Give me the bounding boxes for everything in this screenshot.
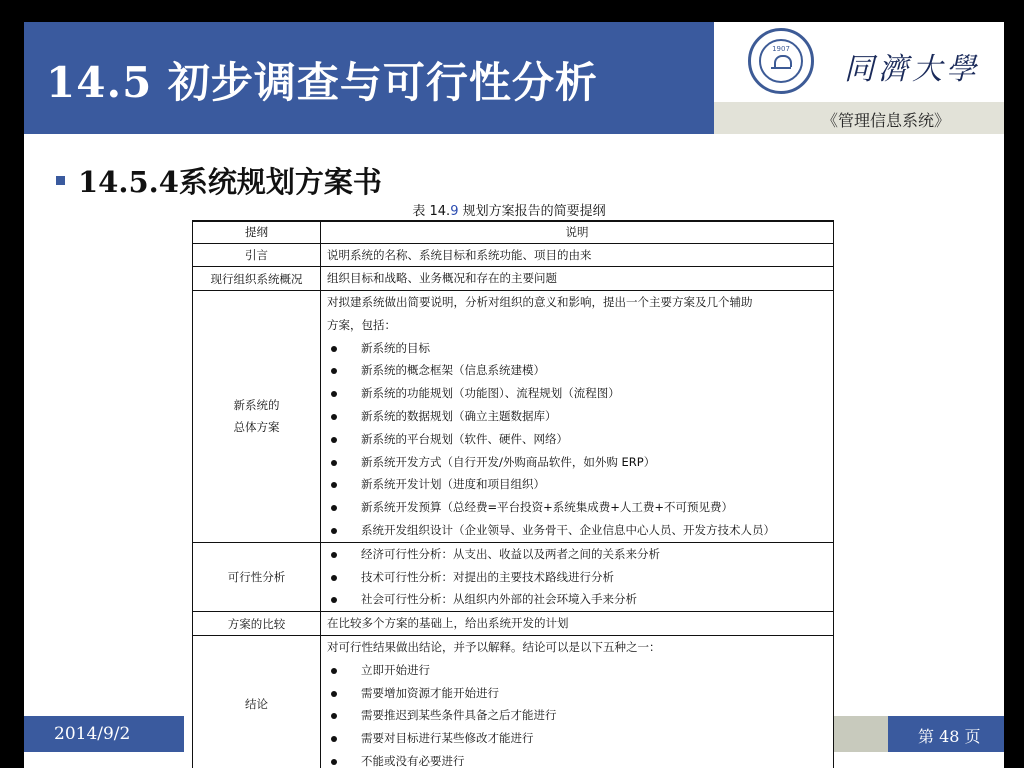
description-line bbox=[327, 244, 827, 267]
row-description bbox=[321, 542, 834, 611]
bullet-dot-icon bbox=[331, 552, 337, 558]
bullet-dot-icon bbox=[331, 668, 337, 674]
bullet-item-text: 不能或没有必要进行 bbox=[361, 754, 465, 768]
bullet-item-text: 新系统的数据规划（确立主题数据库） bbox=[361, 409, 557, 424]
logo-area bbox=[714, 22, 1004, 102]
row-label bbox=[193, 291, 321, 543]
bullet-item-text: 需要增加资源才能开始进行 bbox=[361, 685, 499, 700]
row-description bbox=[321, 267, 834, 291]
seal-year: 1907 bbox=[772, 45, 790, 53]
university-name: 同濟大學 bbox=[844, 52, 980, 87]
bullet-item bbox=[327, 704, 827, 727]
page-number: 第 48 页 bbox=[918, 727, 981, 746]
bullet-item-text: 技术可行性分析：对提出的主要技术路线进行分析 bbox=[361, 569, 614, 584]
bullet-item bbox=[327, 428, 827, 451]
bullet-item-text: 新系统的平台规划（软件、硬件、网络） bbox=[361, 431, 568, 446]
table-row bbox=[193, 542, 834, 611]
intro-line-text: 方案，包括： bbox=[327, 317, 396, 332]
table-row bbox=[193, 267, 834, 291]
bullet-item-text: 新系统的功能规划（功能图）、流程规划（流程图） bbox=[361, 386, 620, 401]
description-line-text: 说明系统的名称、系统目标和系统功能、项目的由来 bbox=[327, 247, 592, 262]
bullet-item-text: 新系统的目标 bbox=[361, 340, 430, 355]
bullet-dot-icon bbox=[331, 691, 337, 697]
row-label: 结论 bbox=[193, 636, 321, 768]
row-description bbox=[321, 243, 834, 267]
bullet-dot-icon bbox=[331, 597, 337, 603]
row-description bbox=[321, 636, 834, 768]
caption-number: 9 bbox=[450, 204, 459, 219]
section-bullet-icon bbox=[56, 176, 65, 185]
table-row bbox=[193, 636, 834, 768]
bullet-item-text: 立即开始进行 bbox=[361, 662, 430, 677]
bullet-item bbox=[327, 750, 827, 768]
bullet-item-text: 需要对目标进行某些修改才能进行 bbox=[361, 731, 534, 746]
intro-line bbox=[327, 636, 827, 659]
bullet-item-text: 社会可行性分析：从组织内外部的社会环境入手来分析 bbox=[361, 592, 637, 607]
caption-prefix: 表 14. bbox=[412, 204, 451, 219]
bullet-dot-icon bbox=[331, 391, 337, 397]
bullet-item bbox=[327, 496, 827, 519]
course-name: 《管理信息系统》 bbox=[821, 111, 950, 130]
bullet-item bbox=[327, 519, 827, 542]
intro-line-text: 对可行性结果做出结论，并予以解释。结论可以是以下五种之一： bbox=[327, 640, 661, 655]
bullet-item bbox=[327, 405, 827, 428]
description-line-text: 组织目标和战略、业务概况和存在的主要问题 bbox=[327, 271, 557, 286]
col-header-description: 说明 bbox=[321, 221, 834, 243]
row-label-line: 总体方案 bbox=[233, 420, 280, 435]
bullet-item bbox=[327, 359, 827, 382]
intro-line bbox=[327, 314, 827, 337]
bullet-dot-icon bbox=[331, 713, 337, 719]
footer-date: 2014/9/2 bbox=[54, 724, 131, 744]
intro-line bbox=[327, 291, 827, 314]
university-seal-icon bbox=[748, 28, 814, 94]
table-row bbox=[193, 243, 834, 267]
row-label: 引言 bbox=[193, 243, 321, 267]
bullet-dot-icon bbox=[331, 368, 337, 374]
bullet-item bbox=[327, 588, 827, 611]
table-body bbox=[193, 243, 834, 768]
seal-emblem-icon bbox=[771, 55, 791, 69]
seal-inner-ring bbox=[759, 39, 803, 83]
bullet-item-text: 新系统的概念框架（信息系统建模） bbox=[361, 363, 545, 378]
bullet-dot-icon bbox=[331, 575, 337, 581]
table-row bbox=[193, 291, 834, 543]
bullet-item bbox=[327, 659, 827, 682]
bullet-item-text: 需要推迟到某些条件具备之后才能进行 bbox=[361, 708, 557, 723]
row-label: 可行性分析 bbox=[193, 542, 321, 611]
row-description bbox=[321, 612, 834, 636]
course-bar bbox=[714, 102, 1004, 134]
bullet-dot-icon bbox=[331, 346, 337, 352]
caption-text: 规划方案报告的简要提纲 bbox=[458, 204, 606, 219]
bullet-item bbox=[327, 382, 827, 405]
slide-title: 14.5 初步调查与可行性分析 bbox=[46, 58, 598, 107]
bullet-item bbox=[327, 566, 827, 589]
bullet-item bbox=[327, 682, 827, 705]
table-header-row bbox=[193, 221, 834, 243]
col-header-outline: 提纲 bbox=[193, 221, 321, 243]
bullet-dot-icon bbox=[331, 437, 337, 443]
table-caption bbox=[184, 200, 834, 219]
bullet-dot-icon bbox=[331, 759, 337, 765]
bullet-dot-icon bbox=[331, 505, 337, 511]
bullet-dot-icon bbox=[331, 736, 337, 742]
outline-table-figure bbox=[184, 200, 834, 768]
description-line-text: 在比较多个方案的基础上，给出系统开发的计划 bbox=[327, 616, 569, 631]
bullet-dot-icon bbox=[331, 528, 337, 534]
footer-page-box bbox=[888, 716, 1004, 752]
description-line bbox=[327, 267, 827, 290]
bullet-item bbox=[327, 337, 827, 360]
bullet-item-text: 新系统开发计划（进度和项目组织） bbox=[361, 477, 545, 492]
bullet-dot-icon bbox=[331, 482, 337, 488]
footer-date-box bbox=[24, 716, 184, 752]
bullet-dot-icon bbox=[331, 460, 337, 466]
row-label: 方案的比较 bbox=[193, 612, 321, 636]
bullet-item bbox=[327, 451, 827, 474]
bullet-item-text: 经济可行性分析：从支出、收益以及两者之间的关系来分析 bbox=[361, 546, 660, 561]
bullet-item bbox=[327, 473, 827, 496]
row-label-line: 新系统的 bbox=[233, 398, 280, 413]
bullet-item bbox=[327, 727, 827, 750]
bullet-item bbox=[327, 543, 827, 566]
table-row bbox=[193, 612, 834, 636]
bullet-dot-icon bbox=[331, 414, 337, 420]
bullet-item-text: 新系统开发方式（自行开发/外购商品软件，如外购 ERP） bbox=[361, 454, 656, 469]
row-label: 现行组织系统概况 bbox=[193, 267, 321, 291]
bullet-item-text: 新系统开发预算（总经费=平台投资+系统集成费+人工费+不可预见费） bbox=[361, 500, 734, 515]
bullet-item-text: 系统开发组织设计（企业领导、业务骨干、企业信息中心人员、开发方技术人员） bbox=[361, 523, 775, 538]
title-bar bbox=[24, 22, 714, 134]
outline-table bbox=[192, 220, 834, 768]
section-title: 14.5.4系统规划方案书 bbox=[78, 165, 382, 199]
row-description bbox=[321, 291, 834, 543]
intro-line-text: 对拟建系统做出简要说明，分析对组织的意义和影响，提出一个主要方案及几个辅助 bbox=[327, 295, 753, 310]
description-line bbox=[327, 612, 827, 635]
